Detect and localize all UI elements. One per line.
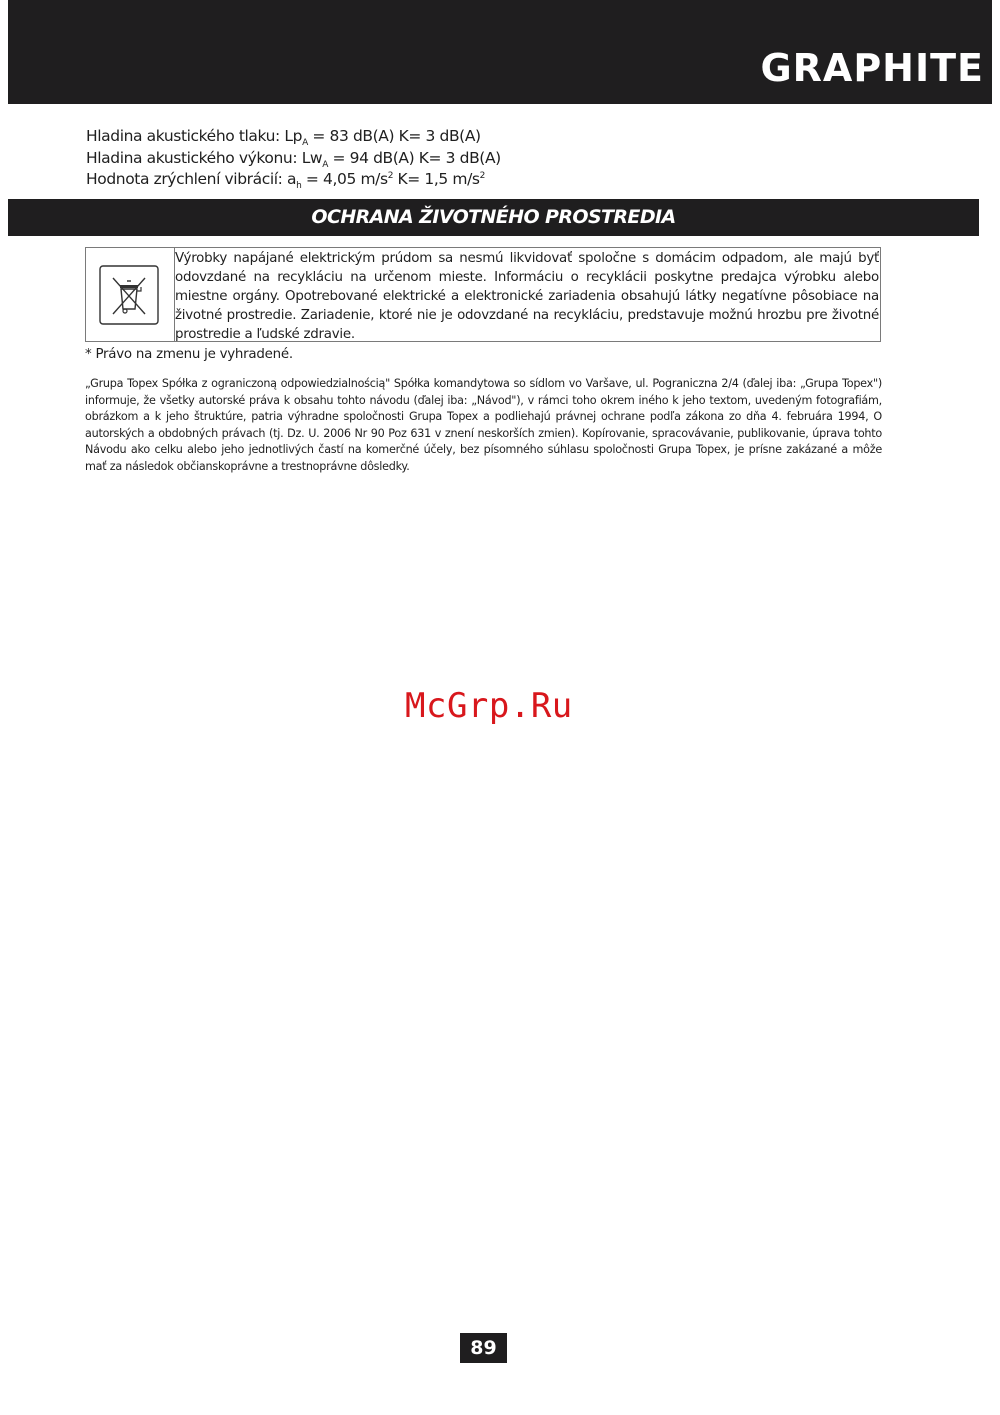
page-number: 89 <box>460 1333 507 1363</box>
specifications <box>86 126 501 191</box>
disposal-icon-cell <box>86 248 175 341</box>
change-reserved-note: * Právo na zmenu je vyhradené. <box>85 347 293 362</box>
watermark: McGrp.Ru <box>405 686 573 726</box>
copyright-notice: „Grupa Topex Spółka z ograniczoną odpowiedzialnością" Spółka komandytowa so sídlom vo Varšave, ul. Pograniczna 2/4 (ďalej iba: „Grupa Topex") informuje, že všetky autorské práva k obsahu tohto návodu (ďalej iba: „Návod"), v rámci toho okrem iného k jeho textom, uvedeným fotografiám, obrázkom a k jeho štruktúre, patria výhradne spoločnosti Grupa Topex a podliehajú právnej ochrane podľa zákona zo dňa 4. februára 1994, O autorských a obdobných právach (tj. Dz. U. 2006 Nr 90 Poz 631 v znení neskorších zmien). Kopírovanie, spracovávanie, publikovanie, úprava tohto Návodu ako celku alebo jeho jednotlivých častí na komerčné účely, bez písomného súhlasu spoločnosti Grupa Topex, je prísne zakázané a môže mať za následok občianskoprávne a trestnoprávne dôsledky. <box>85 377 882 473</box>
disposal-notice <box>85 247 881 342</box>
graphite-logo: GRAPHITE <box>760 46 984 90</box>
page-header <box>8 0 992 104</box>
spec-sound-power: Hladina akustického výkonu: $Lw_A = 94$ dB(A) K= 3 dB(A) <box>86 148 501 170</box>
disposal-text: Výrobky napájané elektrickým prúdom sa nesmú likvidovať spoločne s domácim odpadom, ale majú byť odovzdané na recykláciu na určenom mieste. Informáciu o recyklácii poskytne predajca výrobku alebo miestne orgány. Opotrebované elektrické a elektronické zariadenia obsahujú látky negatívne pôsobiace na životné prostredie. Zariadenie, ktoré nie je odovzdané na recykláciu, predstavuje možnú hrozbu pre životné prostredie a ľudské zdravie. <box>175 251 879 342</box>
spec-vibration: Hodnota zrýchlení vibrácií: $a_h = 4,05$ $m/s^2$ K= 1,5 $m/s^2$ <box>86 170 485 192</box>
spec-sound-pressure: Hladina akustického tlaku: $Lp_A = 83$ dB(A) K= 3 dB(A) <box>86 127 481 149</box>
section-title: OCHRANA ŽIVOTNÉHO PROSTREDIA <box>8 199 979 236</box>
